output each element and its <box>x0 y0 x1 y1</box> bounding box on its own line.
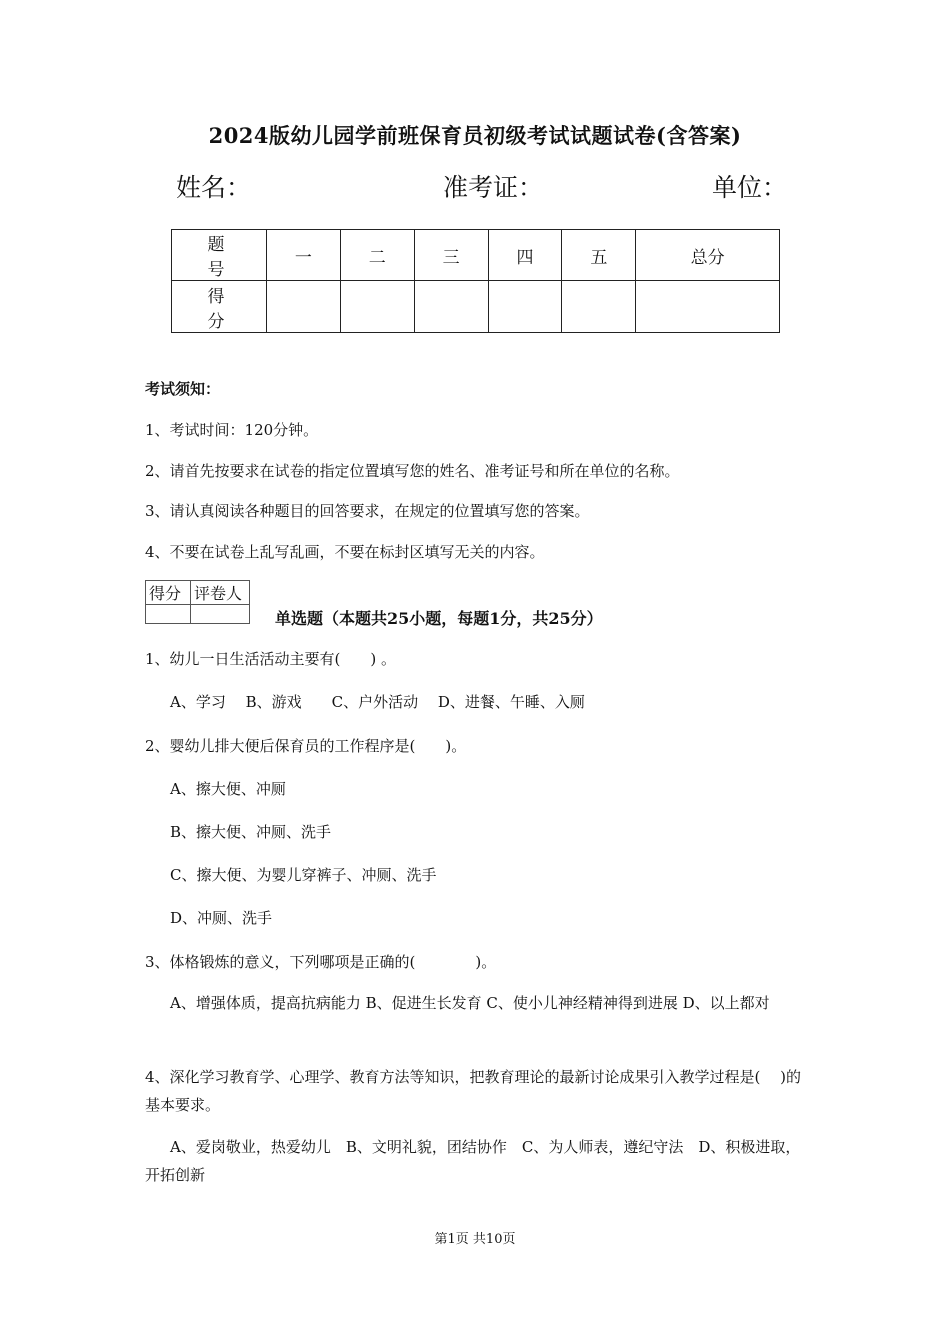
note-item-4: 4、不要在试卷上乱写乱画，不要在标封区填写无关的内容。 <box>145 543 545 561</box>
unit-field-label[interactable]: 单位： <box>712 173 788 202</box>
notes-title: 考试须知： <box>145 380 221 398</box>
question-2-option-b: B、擦大便、冲厕、洗手 <box>170 823 332 841</box>
score-cell-3[interactable] <box>414 281 488 333</box>
score-table-header-row <box>172 230 780 281</box>
header-part-4: 四 <box>488 230 562 281</box>
candidate-fields <box>0 168 950 208</box>
question-2-stem: 2、婴幼儿排大便后保育员的工作程序是( )。 <box>145 737 467 755</box>
header-total: 总分 <box>636 230 780 281</box>
question-3-stem: 3、体格锻炼的意义，下列哪项是正确的( )。 <box>145 953 497 971</box>
grader-box <box>145 580 250 624</box>
header-part-1: 一 <box>267 230 341 281</box>
score-cell-5[interactable] <box>562 281 636 333</box>
note-item-3: 3、请认真阅读各种题目的回答要求，在规定的位置填写您的答案。 <box>145 502 590 520</box>
question-2-option-d: D、冲厕、洗手 <box>170 909 273 927</box>
question-1-stem: 1、幼儿一日生活活动主要有( ) 。 <box>145 650 397 668</box>
score-cell-4[interactable] <box>488 281 562 333</box>
question-1-options: A、学习 B、游戏 C、户外活动 D、进餐、午睡、入厕 <box>170 693 585 711</box>
header-part-5: 五 <box>562 230 636 281</box>
question-2-option-c: C、擦大便、为婴儿穿裤子、冲厕、洗手 <box>170 866 437 884</box>
score-table <box>171 229 780 333</box>
score-cell-2[interactable] <box>340 281 414 333</box>
page-footer: 第1页 共10页 <box>434 1232 516 1247</box>
header-question-number: 题 号 <box>172 230 267 281</box>
question-3-options-text: A、增强体质，提高抗病能力 B、促进生长发育 C、使小儿神经精神得到进展 D、以上都对 <box>170 994 770 1012</box>
note-item-1: 1、考试时间：120分钟。 <box>145 421 319 439</box>
note-item-2: 2、请首先按要求在试卷的指定位置填写您的姓名、准考证号和所在单位的名称。 <box>145 462 680 480</box>
grader-score-label: 得分 <box>146 581 191 605</box>
question-4-stem: 4、深化学习教育学、心理学、教育方法等知识，把教育理论的最新讨论成果引入教学过程是( )的基本要求。 <box>145 1068 802 1114</box>
exam-id-field-label[interactable]: 准考证： <box>443 173 544 202</box>
grader-reviewer-label: 评卷人 <box>191 581 250 605</box>
header-part-3: 三 <box>414 230 488 281</box>
document-title: 2024版幼儿园学前班保育员初级考试试题试卷(含答案) <box>208 123 742 148</box>
question-3-options <box>145 989 810 1017</box>
score-table-score-row <box>172 281 780 333</box>
section-title: 单选题（本题共25小题，每题1分，共25分） <box>275 609 603 628</box>
score-row-label: 得 分 <box>172 281 267 333</box>
question-4-options <box>145 1133 810 1189</box>
score-cell-total[interactable] <box>636 281 780 333</box>
grader-score-cell[interactable] <box>146 605 191 624</box>
question-4-options-text: A、爱岗敬业，热爱幼儿 B、文明礼貌，团结协作 C、为人师表，遵纪守法 D、积极进取，开拓创新 <box>145 1138 801 1184</box>
grader-reviewer-cell[interactable] <box>191 605 250 624</box>
score-cell-1[interactable] <box>267 281 341 333</box>
question-2-option-a: A、擦大便、冲厕 <box>170 780 286 798</box>
name-field-label[interactable]: 姓名： <box>176 173 252 202</box>
header-part-2: 二 <box>340 230 414 281</box>
